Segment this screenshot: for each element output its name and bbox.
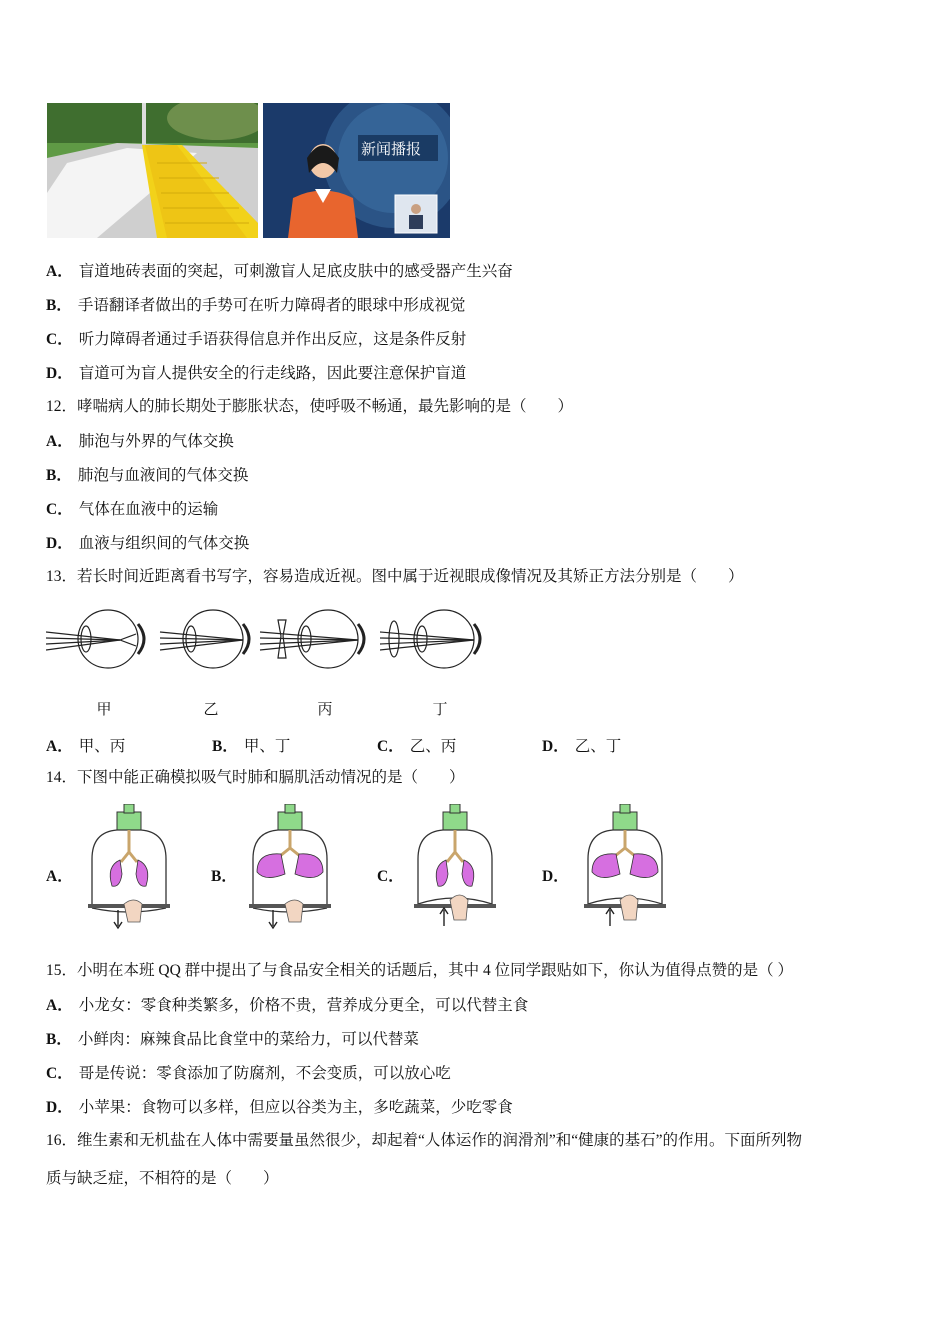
bell-jar-model-b bbox=[245, 804, 335, 932]
q11-option-a: A． 盲道地砖表面的突起，可刺激盲人足底皮肤中的感受器产生兴奋 bbox=[46, 262, 513, 280]
q13-stem: 13．若长时间近距离看书写字，容易造成近视。图中属于近视眼成像情况及其矫正方法分别是（ ） bbox=[46, 568, 744, 585]
q15-stem: 15．小明在本班 QQ 群中提出了与食品安全相关的话题后，其中 4 位同学跟贴如下，你认为值得点赞的是（ ） bbox=[46, 962, 794, 979]
q16-stem-line1: 16．维生素和无机盐在人体中需要量虽然很少，却起着“人体运作的润滑剂”和“健康的基石”的作用。下面所列物 bbox=[46, 1132, 803, 1149]
eye-diagram-jia bbox=[46, 604, 154, 674]
q15-option-b: B． 小鲜肉：麻辣食品比食堂中的菜给力，可以代替菜 bbox=[46, 1030, 419, 1048]
q15-option-c: C． 哥是传说：零食添加了防腐剂，不会变质，可以放心吃 bbox=[46, 1064, 451, 1082]
q11-option-d: D． 盲道可为盲人提供安全的行走线路，因此要注意保护盲道 bbox=[46, 364, 467, 382]
q12-option-a: A． 肺泡与外界的气体交换 bbox=[46, 432, 234, 450]
bell-jar-model-a bbox=[84, 804, 174, 932]
q12-option-b: B． 肺泡与血液间的气体交换 bbox=[46, 466, 249, 484]
q12-option-c: C． 气体在血液中的运输 bbox=[46, 500, 219, 518]
news-broadcast-photo bbox=[263, 103, 450, 238]
q15-option-d: D． 小苹果：食物可以多样，但应以谷类为主，多吃蔬菜，少吃零食 bbox=[46, 1098, 513, 1116]
eye-diagram-ding bbox=[380, 604, 488, 674]
eye-diagram-yi bbox=[155, 604, 263, 674]
q11-option-b: B． 手语翻译者做出的手势可在听力障碍者的眼球中形成视觉 bbox=[46, 296, 466, 314]
figure-label-ding: 丁 bbox=[432, 700, 448, 718]
q15-option-a: A． 小龙女：零食种类繁多，价格不贵，营养成分更全，可以代替主食 bbox=[46, 996, 529, 1014]
q14-option-a: A． bbox=[46, 868, 73, 885]
q11-option-c: C． 听力障碍者通过手语获得信息并作出反应，这是条件反射 bbox=[46, 330, 467, 348]
eye-diagram-bing bbox=[258, 604, 370, 674]
figure-label-bing: 丙 bbox=[317, 700, 333, 718]
q16-stem-line2: 质与缺乏症，不相符的是（ ） bbox=[46, 1170, 279, 1187]
q13-option-d: D． 乙、丁 bbox=[542, 737, 622, 755]
q12-option-d: D． 血液与组织间的气体交换 bbox=[46, 534, 250, 552]
q14-option-d: D． bbox=[542, 868, 569, 885]
tactile-paving-photo bbox=[47, 103, 258, 238]
news-caption: 新闻播报 bbox=[361, 140, 422, 158]
q13-option-c: C． 乙、丙 bbox=[377, 737, 457, 755]
q12-stem: 12．哮喘病人的肺长期处于膨胀状态，使呼吸不畅通，最先影响的是（ ） bbox=[46, 398, 574, 415]
bell-jar-model-d bbox=[580, 804, 670, 932]
q13-option-b: B． 甲、丁 bbox=[212, 737, 291, 755]
figure-label-jia: 甲 bbox=[96, 700, 112, 718]
q13-option-a: A． 甲、丙 bbox=[46, 737, 126, 755]
q14-option-c: C． bbox=[377, 868, 404, 885]
q14-stem: 14．下图中能正确模拟吸气时肺和膈肌活动情况的是（ ） bbox=[46, 769, 465, 786]
bell-jar-model-c bbox=[410, 804, 500, 932]
figure-label-yi: 乙 bbox=[203, 700, 219, 718]
q14-option-b: B． bbox=[211, 868, 237, 885]
